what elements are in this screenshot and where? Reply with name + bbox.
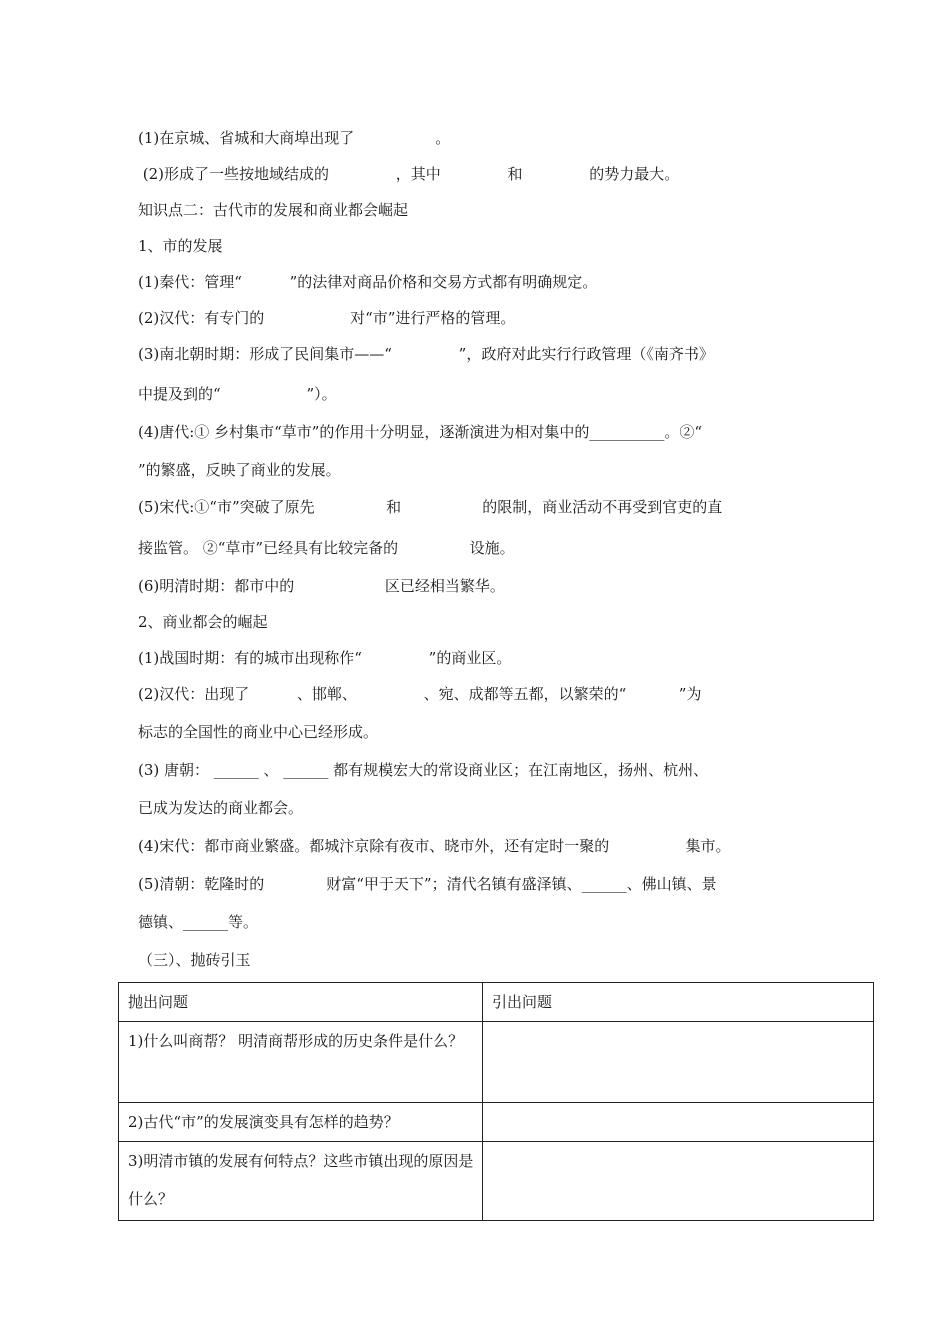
question-cell: 1)什么叫商帮？ 明清商帮形成的历史条件是什么？ bbox=[119, 1022, 483, 1103]
answer-cell bbox=[483, 1022, 874, 1103]
text-line: 接监管。 ②“草市”已经具有比较完备的 设施。 bbox=[138, 539, 515, 557]
text-line: (5)宋代:①“市”突破了原先 和 的限制，商业活动不再受到官吏的直 bbox=[138, 498, 723, 516]
question-table bbox=[118, 982, 874, 1221]
table-header-row bbox=[119, 983, 874, 1022]
table-header-cell: 引出问题 bbox=[483, 983, 874, 1022]
text-line: (5)清朝：乾隆时的 财富“甲于天下”；清代名镇有盛泽镇、______、佛山镇、景 bbox=[138, 875, 717, 893]
sub-heading: 1、市的发展 bbox=[138, 237, 223, 255]
text-line: ”的繁盛，反映了商业的发展。 bbox=[138, 461, 341, 479]
text-line: (1)秦代：管理“ ”的法律对商品价格和交易方式都有明确规定。 bbox=[138, 273, 598, 291]
section-heading: 知识点二：古代市的发展和商业都会崛起 bbox=[138, 201, 409, 219]
question-cell: 3)明清市镇的发展有何特点？这些市镇出现的原因是什么？ bbox=[119, 1142, 483, 1221]
answer-cell bbox=[483, 1142, 874, 1221]
question-cell: 2)古代“市”的发展演变具有怎样的趋势？ bbox=[119, 1103, 483, 1142]
text-line: 德镇、______等。 bbox=[138, 913, 259, 931]
text-line: (4)宋代：都市商业繁盛。都城汴京除有夜市、晓市外，还有定时一聚的 集市。 bbox=[138, 837, 731, 855]
text-line: (1)战国时期：有的城市出现称作“ ”的商业区。 bbox=[138, 649, 512, 667]
section-heading: （三）、抛砖引玉 bbox=[138, 951, 251, 969]
text-line: (3) 唐朝： ______ 、 ______ 都有规模宏大的常设商业区；在江南地区，扬州、杭州、 bbox=[138, 761, 709, 779]
sub-heading: 2、商业都会的崛起 bbox=[138, 613, 268, 631]
text-line: (4)唐代:① 乡村集市“草市”的作用十分明显，逐渐演进为相对集中的__________。②“ bbox=[138, 423, 703, 441]
table-row bbox=[119, 1022, 874, 1103]
text-line: (3)南北朝时期：形成了民间集市——“ ”，政府对此实行行政管理（《南齐书》 bbox=[138, 345, 714, 363]
text-line: (2)汉代：出现了 、邯郸、 、宛、成都等五都，以繁荣的“ ”为 bbox=[138, 685, 702, 703]
text-line: (6)明清时期：都市中的 区已经相当繁华。 bbox=[138, 577, 505, 595]
table-row bbox=[119, 1142, 874, 1221]
text-line: (2)汉代：有专门的 对“市”进行严格的管理。 bbox=[138, 309, 516, 327]
answer-cell bbox=[483, 1103, 874, 1142]
table-row bbox=[119, 1103, 874, 1142]
text-line: (2)形成了一些按地域结成的 ，其中 和 的势力最大。 bbox=[138, 165, 680, 183]
text-line: 标志的全国性的商业中心已经形成。 bbox=[138, 723, 379, 741]
text-line: 中提及到的“ ”）。 bbox=[138, 385, 337, 403]
table-header-cell: 抛出问题 bbox=[119, 983, 483, 1022]
text-line: 已成为发达的商业都会。 bbox=[138, 799, 304, 817]
text-line: (1)在京城、省城和大商埠出现了 。 bbox=[138, 129, 451, 147]
